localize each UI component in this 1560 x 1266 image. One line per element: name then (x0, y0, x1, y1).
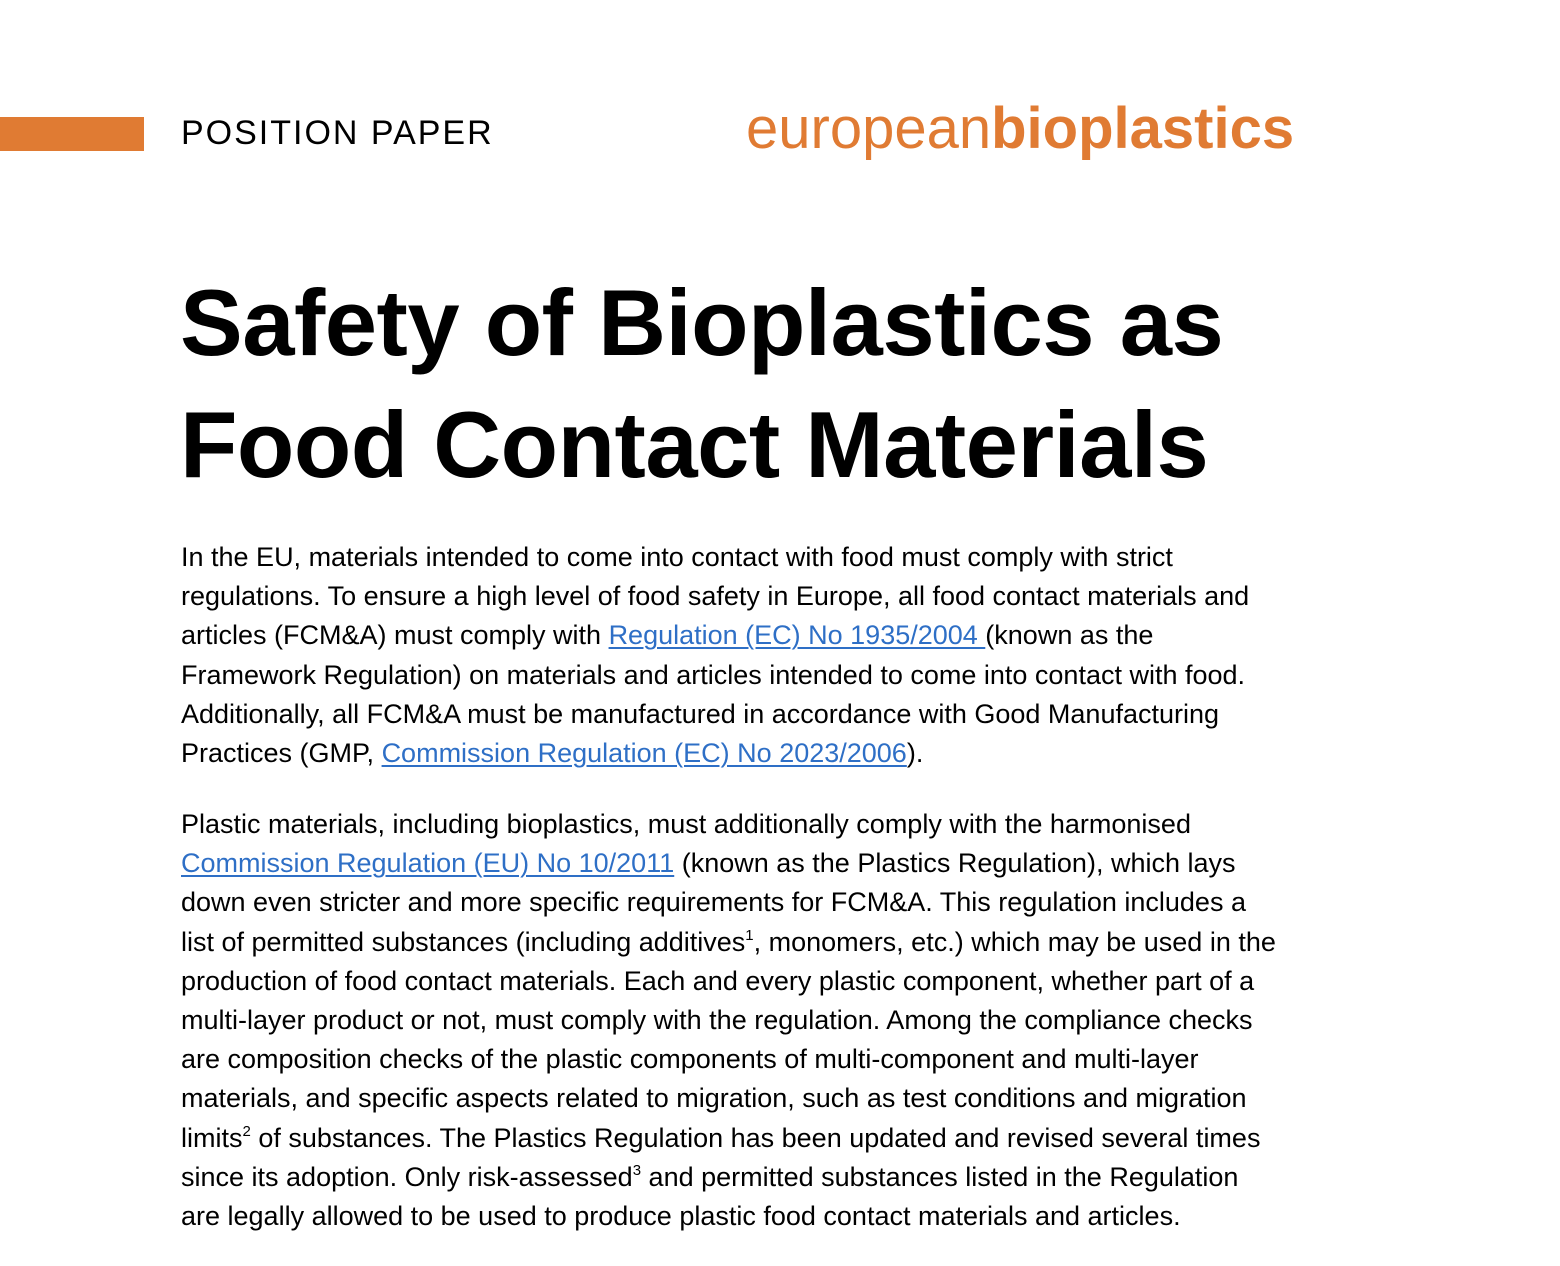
text-line: regulations. To ensure a high level of food safety in Europe, all food contact materials and (181, 581, 1250, 612)
document-type-label: POSITION PAPER (181, 114, 494, 152)
text-line: Plastic materials, including bioplastics, must additionally comply with the harmonised (181, 809, 1191, 839)
text-line: Framework Regulation) on materials and articles intended to come into contact with food. (181, 659, 1246, 690)
text-segment: since its adoption. Only risk-assessed (181, 1161, 633, 1192)
text-segment: and permitted substances listed in the Regulation (641, 1161, 1239, 1192)
text-line (181, 1119, 1276, 1158)
text-line: materials, and specific aspects related to migration, such as test conditions and migration (181, 1083, 1247, 1114)
regulation-10-2011-link[interactable]: Commission Regulation (EU) No 10/2011 (181, 848, 675, 879)
regulation-2023-2006-link[interactable]: Commission Regulation (EC) No 2023/2006 (381, 738, 907, 769)
logo-text-bioplastics: bioplastics (991, 96, 1295, 161)
footnote-ref-2[interactable]: 2 (242, 1122, 251, 1140)
text-segment: (known as the Plastics Regulation), which lays (674, 848, 1236, 879)
text-segment: list of permitted substances (including additives (181, 926, 746, 957)
european-bioplastics-logo (746, 96, 1294, 162)
text-segment: (known as the (985, 620, 1154, 651)
text-line: are legally allowed to be used to produce plastic food contact materials and articles. (181, 1201, 1181, 1232)
text-line: In the EU, materials intended to come into contact with food must comply with strict (181, 542, 1173, 572)
page-title-line-1: Safety of Bioplastics as (180, 270, 1224, 375)
text-line (181, 923, 1276, 962)
plastics-regulation-paragraph (181, 805, 1276, 1236)
text-line: are composition checks of the plastic components of multi-component and multi-layer (181, 1044, 1199, 1075)
text-segment: of substances. The Plastics Regulation has been updated and revised several times (250, 1122, 1261, 1153)
text-segment: limits (181, 1122, 243, 1153)
text-line: multi-layer product or not, must comply with the regulation. Among the compliance checks (181, 1005, 1253, 1036)
text-line (181, 734, 1249, 773)
text-line (181, 844, 1276, 883)
accent-bar (0, 117, 144, 151)
text-line: down even stricter and more specific requirements for FCM&A. This regulation includes a (181, 887, 1246, 918)
regulation-1935-2004-link[interactable]: Regulation (EC) No 1935/2004 (608, 620, 986, 651)
footnote-ref-3[interactable]: 3 (632, 1161, 642, 1179)
text-line (181, 616, 1249, 655)
page-title-line-2: Food Contact Materials (180, 392, 1209, 497)
text-segment: Practices (GMP, (181, 738, 382, 769)
text-segment: articles (FCM&A) must comply with (181, 620, 609, 651)
footnote-ref-1[interactable]: 1 (745, 926, 754, 944)
text-line: Additionally, all FCM&A must be manufactured in accordance with Good Manufacturing (181, 698, 1220, 729)
text-segment: ). (906, 738, 924, 769)
intro-paragraph (181, 538, 1249, 773)
logo-text-european: european (746, 96, 992, 161)
text-segment: , monomers, etc.) which may be used in the (753, 926, 1276, 957)
page-title (180, 262, 1430, 506)
text-line (181, 1158, 1276, 1197)
text-line: production of food contact materials. Each and every plastic component, whether part of a (181, 965, 1255, 996)
